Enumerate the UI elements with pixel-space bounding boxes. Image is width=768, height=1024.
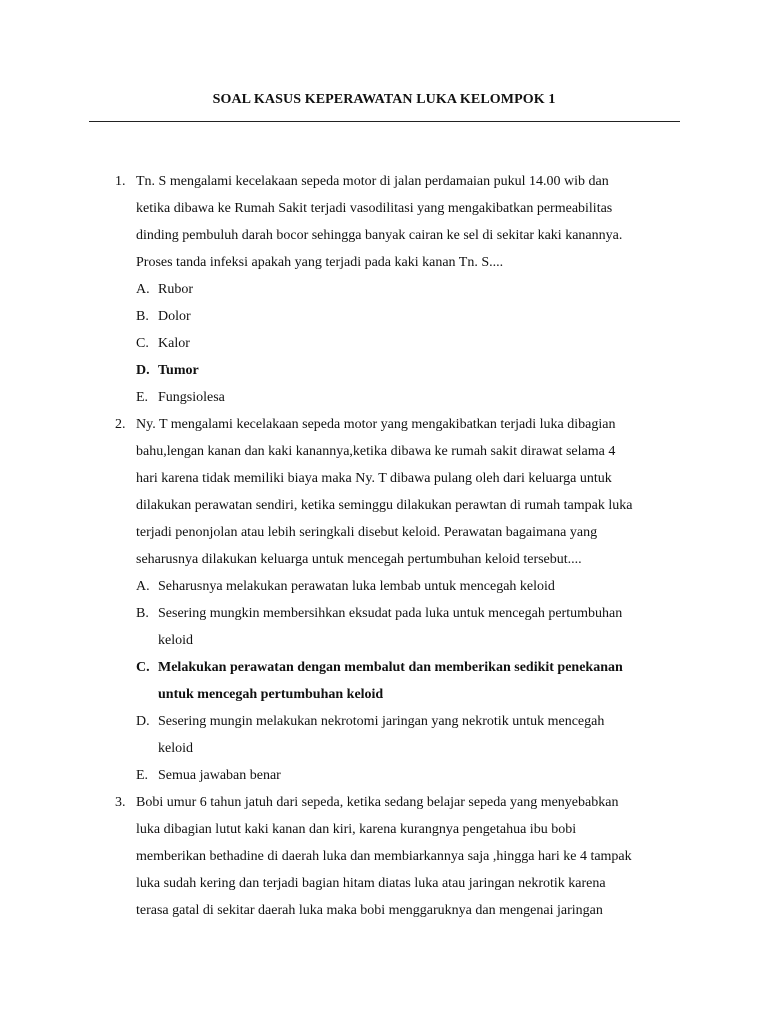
option-text xyxy=(158,573,676,600)
question-text-line: luka sudah kering dan terjadi bagian hitam diatas luka atau jaringan nekrotik karena xyxy=(136,876,606,891)
question-text-line: Ny. T mengalami kecelakaan sepeda motor yang mengakibatkan terjadi luka dibagian xyxy=(136,417,616,432)
question-text-line: dinding pembuluh darah bocor sehingga banyak cairan ke sel di sekitar kaki kanannya. xyxy=(136,228,623,243)
option-letter: D. xyxy=(136,363,150,378)
option-letter: E. xyxy=(136,390,149,405)
option-text xyxy=(158,276,676,303)
option-text xyxy=(158,762,676,789)
answer-options xyxy=(136,276,676,411)
answer-option xyxy=(136,276,676,303)
question-text-line: Proses tanda infeksi apakah yang terjadi pada kaki kanan Tn. S.... xyxy=(136,255,504,270)
question-text-line: terjadi penonjolan atau lebih seringkali disebut keloid. Perawatan bagaimana yang xyxy=(136,525,598,540)
answer-option xyxy=(136,573,676,600)
question-text-line: bahu,lengan kanan dan kaki kanannya,ketika dibawa ke rumah sakit dirawat selama 4 xyxy=(136,444,616,459)
option-letter: E. xyxy=(136,768,149,783)
option-text-line: Sesering mungin melakukan nekrotomi jaringan yang nekrotik untuk mencegah xyxy=(158,714,605,729)
question-text-line: Tn. S mengalami kecelakaan sepeda motor di jalan perdamaian pukul 14.00 wib dan xyxy=(136,174,609,189)
option-text-line: Tumor xyxy=(158,363,199,378)
option-letter: D. xyxy=(136,714,150,729)
question-number: 2. xyxy=(115,417,126,432)
answer-option-correct xyxy=(136,654,676,708)
title-divider xyxy=(89,121,680,122)
option-letter: C. xyxy=(136,660,150,675)
option-text xyxy=(158,357,676,384)
option-text-line: untuk mencegah pertumbuhan keloid xyxy=(158,687,384,702)
question-list xyxy=(0,168,768,924)
option-text xyxy=(158,600,676,654)
document-title: SOAL KASUS KEPERAWATAN LUKA KELOMPOK 1 xyxy=(212,92,556,107)
option-letter: A. xyxy=(136,579,150,594)
question-text-line: hari karena tidak memiliki biaya maka Ny. T dibawa pulang oleh dari keluarga untuk xyxy=(136,471,612,486)
answer-options xyxy=(136,573,676,789)
option-letter: B. xyxy=(136,606,149,621)
question-text-line: dilakukan perawatan sendiri, ketika seminggu dilakukan perawtan di rumah tampak luka xyxy=(136,498,633,513)
question-text-line: ketika dibawa ke Rumah Sakit terjadi vasodilitasi yang mengakibatkan permeabilitas xyxy=(136,201,613,216)
question-text-line: luka dibagian lutut kaki kanan dan kiri, karena kurangnya pengetahua ibu bobi xyxy=(136,822,577,837)
option-text-line: keloid xyxy=(158,741,193,756)
answer-option xyxy=(136,384,676,411)
answer-option xyxy=(136,303,676,330)
question-number: 3. xyxy=(115,795,126,810)
question-text-line: terasa gatal di sekitar daerah luka maka bobi menggaruknya dan mengenai jaringan xyxy=(136,903,603,918)
question-item xyxy=(0,789,768,924)
option-text-line: Melakukan perawatan dengan membalut dan memberikan sedikit penekanan xyxy=(158,660,623,675)
option-text-line: Semua jawaban benar xyxy=(158,768,281,783)
answer-option-correct xyxy=(136,357,676,384)
option-text-line: Seharusnya melakukan perawatan luka lembab untuk mencegah keloid xyxy=(158,579,555,594)
question-body xyxy=(136,789,676,924)
option-text-line: Rubor xyxy=(158,282,193,297)
option-text xyxy=(158,303,676,330)
option-text-line: Kalor xyxy=(158,336,190,351)
answer-option xyxy=(136,330,676,357)
option-letter: B. xyxy=(136,309,149,324)
answer-option xyxy=(136,708,676,762)
option-text xyxy=(158,708,676,762)
option-text-line: keloid xyxy=(158,633,193,648)
answer-option xyxy=(136,600,676,654)
question-text-line: Bobi umur 6 tahun jatuh dari sepeda, ketika sedang belajar sepeda yang menyebabkan xyxy=(136,795,619,810)
question-text-line: memberikan bethadine di daerah luka dan membiarkannya saja ,hingga hari ke 4 tampak xyxy=(136,849,632,864)
question-number: 1. xyxy=(115,174,126,189)
question-body xyxy=(136,411,676,789)
question-item xyxy=(0,411,768,789)
option-letter: C. xyxy=(136,336,149,351)
answer-option xyxy=(136,762,676,789)
option-text-line: Dolor xyxy=(158,309,191,324)
option-text-line: Sesering mungkin membersihkan eksudat pada luka untuk mencegah pertumbuhan xyxy=(158,606,623,621)
option-letter: A. xyxy=(136,282,150,297)
option-text xyxy=(158,654,676,708)
option-text xyxy=(158,384,676,411)
option-text-line: Fungsiolesa xyxy=(158,390,225,405)
question-text-line: seharusnya dilakukan keluarga untuk mencegah pertumbuhan keloid tersebut.... xyxy=(136,552,582,567)
option-text xyxy=(158,330,676,357)
question-item xyxy=(0,168,768,411)
question-body xyxy=(136,168,676,411)
